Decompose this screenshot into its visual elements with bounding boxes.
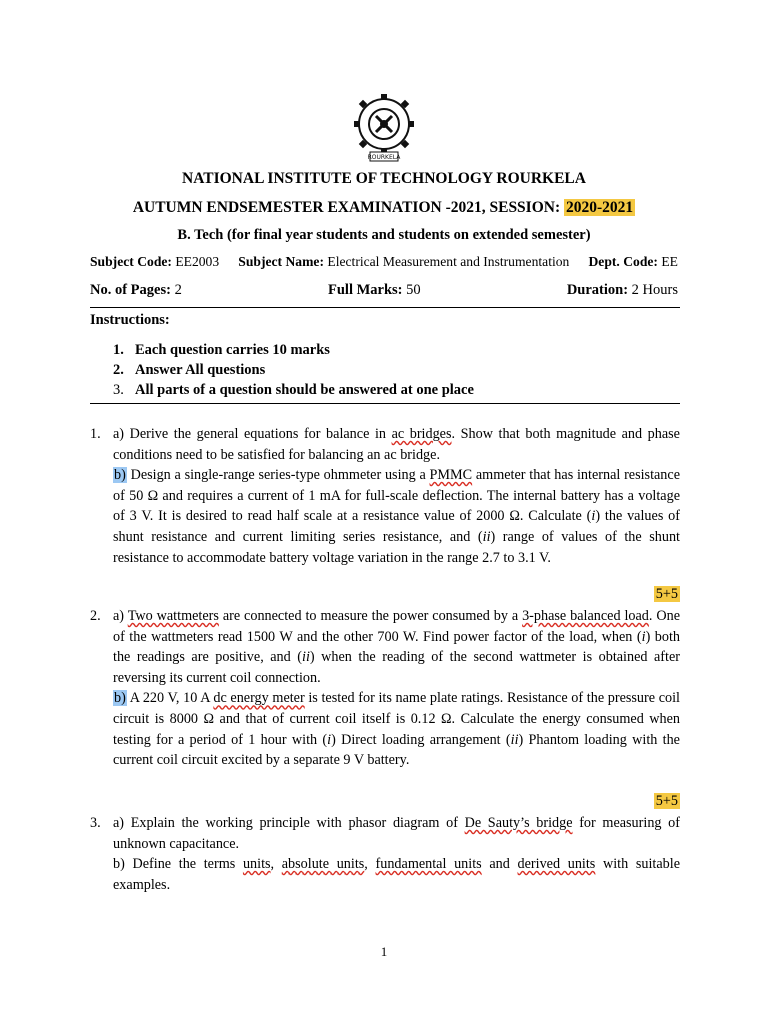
page-count: No. of Pages: 2 [90,282,182,298]
instruction-item: 2. Answer All questions [113,362,266,378]
question-2a: a) Two wattmeters are connected to measure the power consumed by a 3-phase balanced load. One of the wattmeters read 1500 W and the other 700 W. Find power factor of the load, when (i) both the readings are positive, and (ii) when the reading of the second wattmeter is obtained after reversing its current coil connection. [113,608,680,686]
question-1b: b) Design a single-range series-type ohmmeter using a PMMC ammeter that has internal resistance of 50 Ω and requires a current of 1 mA for full-scale deflection. The internal battery has a voltage of 3 V. It is desired to read half scale at a resistance value of 2000 Ω. Calculate (i) the values of shunt resistance and current limiting series resistance, and (ii) range of values of the shunt resistance to accommodate battery voltage variation in the range 2.7 to 3.1 V. [113,467,680,566]
instructions-list [113,340,474,400]
question-1 [90,424,680,568]
exam-title-text: AUTUMN ENDSEMESTER EXAMINATION -2021, SESSION: [132,199,564,216]
logo-caption: ROURKELA [367,154,401,161]
subject-name: Subject Name: Electrical Measurement and Instrumentation [238,254,570,269]
institute-title: NATIONAL INSTITUTE OF TECHNOLOGY ROURKELA [182,170,586,187]
full-marks: Full Marks: 50 [328,282,421,298]
divider-bottom [90,403,680,404]
instruction-item: 3. All parts of a question should be answered at one place [113,382,474,398]
session-highlight: 2020-2021 [566,199,634,216]
institute-logo [348,92,420,164]
question-3 [90,813,680,895]
question-1-marks: 5+5 [655,586,678,602]
question-number: 2. [90,608,101,624]
page-number: 1 [380,944,388,959]
instructions-title: Instructions: [90,312,170,328]
duration: Duration: 2 Hours [566,282,678,298]
question-2-marks: 5+5 [655,793,678,809]
question-3b: b) Define the terms units, absolute units, fundamental units and derived units with suitable examples. [113,856,681,893]
program-title: B. Tech (for final year students and students on extended semester) [177,227,591,243]
exam-info-row [90,282,678,299]
question-number: 1. [90,426,101,442]
question-3a: a) Explain the working principle with phasor diagram of De Sauty’s bridge for measuring of unknown capacitance. [113,815,680,852]
question-number: 3. [90,815,101,831]
instruction-item: 1. Each question carries 10 marks [113,342,330,358]
question-2b: b) A 220 V, 10 A dc energy meter is tested for its name plate ratings. Resistance of the pressure coil circuit is 8000 Ω and that of current coil itself is 0.12 Ω. Calculate the energy consumed when testing for a period of 1 hour with (i) Direct loading arrangement (ii) Phantom loading with the current coil circuit excited by a separate 9 V battery. [113,690,680,769]
exam-title [0,199,768,217]
question-1a: a) Derive the general equations for balance in ac bridges. Show that both magnitude and phase conditions need to be satisfied for balancing an ac bridge. [113,426,680,463]
subject-code: Subject Code: EE2003 [90,254,220,269]
dept-code: Dept. Code: EE [588,254,678,269]
question-2 [90,606,680,771]
divider-top [90,307,680,308]
subject-info-row [90,254,678,270]
